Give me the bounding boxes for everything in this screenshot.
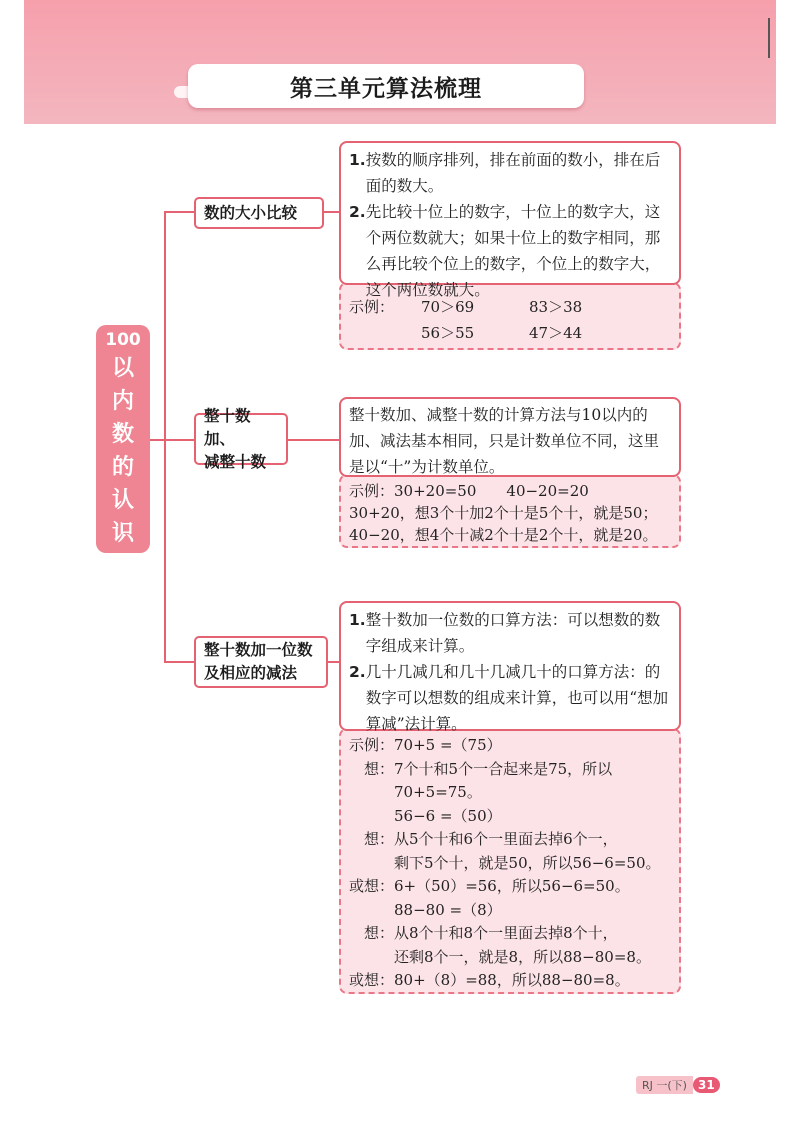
rule-number: 2. — [349, 663, 366, 681]
example-value: 56＞55 — [421, 323, 475, 342]
topic-label: 及相应的减法 — [204, 664, 298, 682]
rule-item — [349, 607, 671, 659]
rule-item — [349, 147, 671, 199]
example-value: 83＞38 — [529, 298, 583, 316]
rule-number: 2. — [349, 203, 366, 221]
main-topic-char: 的 — [111, 455, 134, 480]
example-line: 或想：80+（8）=88，所以88−80=8。 — [349, 971, 630, 989]
rule-number: 1. — [349, 611, 366, 629]
topic-label: 数的大小比较 — [204, 203, 298, 222]
example-line: 示例：70+5 =（75） — [349, 736, 502, 754]
footer-label: RJ 一(下) — [636, 1076, 693, 1094]
rule-text: 几十几减几和几十几减几十的口算方法：的数字可以想数的组成来计算，也可以用“想加算减”法计算。 — [365, 663, 669, 733]
topic-tens-plus-ones — [194, 636, 328, 688]
rule-item — [349, 659, 671, 737]
rule-text: 整十数加一位数的口算方法：可以想数的数字组成来计算。 — [365, 611, 661, 655]
rule-box-tens-plus-ones — [339, 601, 681, 731]
example-line: 想：从5个十和6个一里面去掉6个一， — [349, 830, 618, 848]
tree-connector-branch-2 — [164, 439, 194, 441]
topic-tens-add-subtract — [194, 406, 288, 471]
edge-line — [768, 18, 770, 58]
example-line: 想：从8个十和8个一里面去掉8个十， — [349, 924, 618, 942]
example-line: 剩下5个十，就是50，所以56−6=50。 — [349, 853, 661, 872]
example-line: 30+20，想3个十加2个十是5个十，就是50； — [349, 504, 658, 522]
topic-label: 减整十数 — [204, 452, 267, 471]
rule-box-tens — [339, 397, 681, 477]
tree-connector-branch-1 — [164, 211, 194, 213]
example-label: 示例： — [349, 298, 395, 316]
rule-item — [349, 199, 671, 303]
example-line: 70+5=75。 — [349, 783, 482, 801]
main-topic-char: 数 — [111, 422, 134, 447]
page-footer — [636, 1075, 720, 1095]
rule-box-comparison — [339, 141, 681, 299]
topic-link-2 — [288, 439, 339, 441]
topic-number-comparison — [194, 197, 324, 229]
topic-link-1 — [324, 211, 339, 213]
example-line: 56−6 =（50） — [349, 806, 502, 825]
main-topic-char: 识 — [111, 521, 134, 546]
main-topic-tab — [96, 325, 150, 553]
example-value: 47＞44 — [529, 323, 583, 342]
example-box-tens-plus-ones — [339, 728, 681, 994]
topic-link-3 — [328, 661, 339, 663]
tree-connector-branch-3 — [164, 661, 194, 663]
example-line: 还剩8个一，就是8，所以88−80=8。 — [349, 947, 651, 966]
rule-text: 先比较十位上的数字，十位上的数字大，这个两位数就大；如果十位上的数字相同，那么再比较个位上的数字，个位上的数字大，这个两位数就大。 — [365, 203, 661, 299]
tree-connector-root — [150, 439, 164, 441]
example-line: 想：7个十和5个一合起来是75，所以 — [349, 759, 613, 778]
example-line: 40−20，想4个十减2个十是2个十，就是20。 — [349, 526, 658, 544]
tree-connector-vertical — [164, 211, 166, 662]
topic-label: 整十数加、 — [204, 406, 251, 448]
page-title: 第三单元算法梳理 — [188, 64, 584, 108]
main-topic-char: 内 — [111, 389, 134, 414]
example-line: 88−80 =（8） — [349, 900, 502, 919]
main-topic-number: 100 — [105, 330, 141, 350]
page-number: 31 — [693, 1077, 720, 1093]
main-topic-char: 认 — [111, 488, 134, 513]
rule-number: 1. — [349, 151, 366, 169]
example-value: 70＞69 — [421, 298, 475, 316]
main-topic-char: 以 — [111, 356, 134, 381]
example-line: 或想：6+（50）=56，所以56−6=50。 — [349, 877, 630, 895]
rule-text: 按数的顺序排列，排在前面的数小，排在后面的数大。 — [365, 151, 661, 195]
topic-label: 整十数加一位数 — [204, 641, 313, 659]
example-box-tens — [339, 474, 681, 548]
rule-text: 整十数加、减整十数的计算方法与10以内的加、减法基本相同，只是计数单位不同，这里是以“十”为计数单位。 — [349, 406, 660, 476]
example-line: 示例：30+20=50 40−20=20 — [349, 482, 589, 500]
